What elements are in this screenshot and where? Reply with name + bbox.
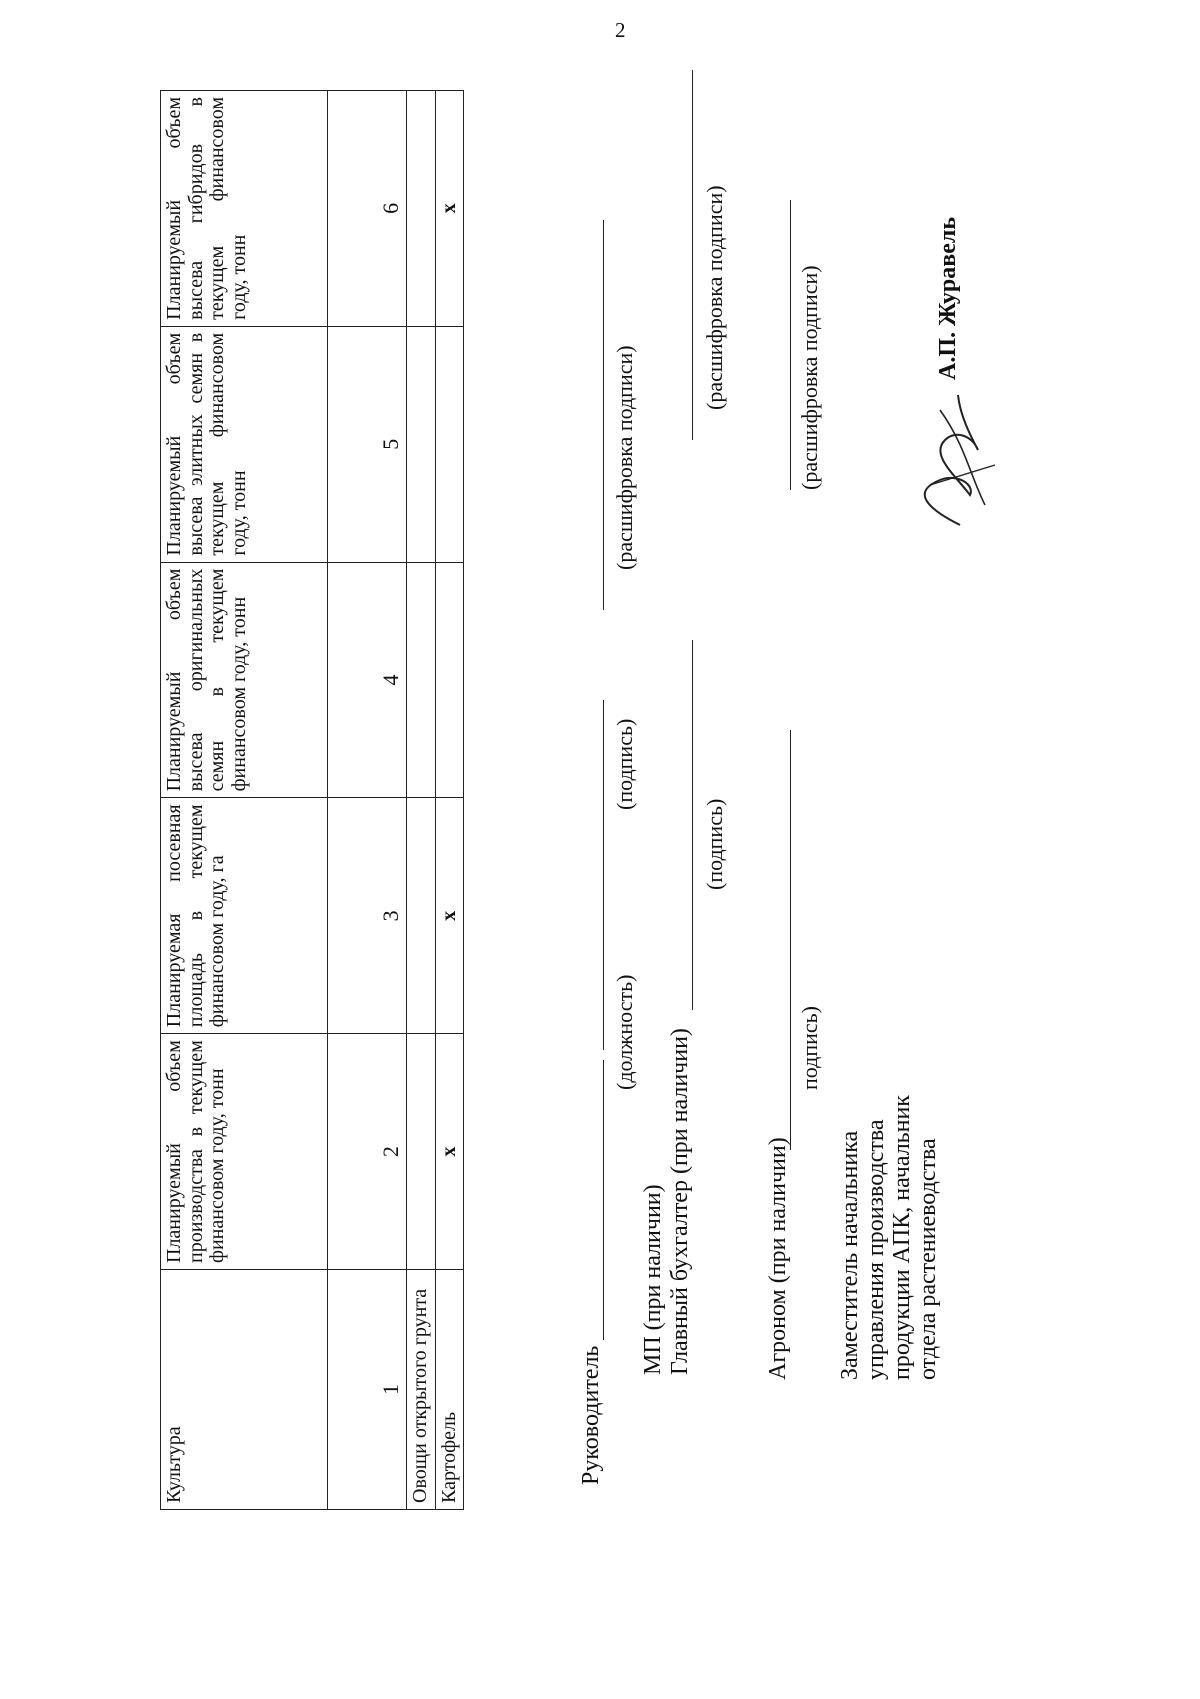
row-label: Картофель [435,1270,464,1510]
header-cell-crop: Культура [161,1270,328,1510]
position-caption: (должность) [612,974,637,1090]
column-number: 1 [328,1270,407,1510]
decoding-caption-1: (расшифровка подписи) [612,345,637,570]
table-cell [407,326,436,562]
column-number: 5 [328,326,407,562]
table-cell [435,326,464,562]
decoding-line-3 [790,200,791,490]
table-cell: х [435,1034,464,1270]
handwritten-signature [900,385,1010,535]
signature-caption-1: (подпись) [612,718,637,810]
decoding-line-2 [692,70,693,440]
table-cell [435,562,464,798]
head-label: Руководитель [578,1345,604,1485]
table-row [407,91,436,1510]
header-cell-area: Планируемая посевная площадь в текущем финансовом году, га [161,798,328,1034]
stamp-label: МП (при наличии) [640,1184,666,1375]
column-number: 2 [328,1034,407,1270]
rotated-sheet [0,50,1120,1610]
table-cell: х [435,91,464,327]
header-cell-elite-seeds: Планируемый объем высева элитных семян в текущем финансовом году, тонн [161,326,328,562]
official-position [838,1095,942,1380]
column-number: 6 [328,91,407,327]
signature-line-1 [603,700,604,1050]
page-number: 2 [615,18,626,42]
table-cell [407,1034,436,1270]
column-number: 4 [328,562,407,798]
signature-line-3 [790,730,791,1150]
signature-line-2 [692,640,693,1010]
header-cell-hybrids: Планируемый объем высева гибридов в текущем финансовом году, тонн [161,91,328,327]
table-cell: х [435,798,464,1034]
official-position-line: управления производства [862,1119,889,1380]
agronomist-label: Агроном (при наличии) [765,1137,791,1380]
official-position-line: отдела растениеводства [914,1138,941,1380]
row-label: Овощи открытого грунта [407,1270,436,1510]
header-cell-production: Планируемый объем производства в текущем финансовом году, тонн [161,1034,328,1270]
position-line [603,1060,604,1340]
decoding-caption-3: (расшифровка подписи) [797,265,822,490]
seed-plan-table [160,90,464,1510]
table-header-row [161,91,328,1510]
table-cell [407,562,436,798]
decoding-line-1 [603,220,604,610]
table-number-row [328,91,407,1510]
header-cell-original-seeds: Планируемый объем высева оригинальных семян в текущем финансовом году, тонн [161,562,328,798]
official-position-line: продукции АПК, начальник [888,1095,915,1380]
column-number: 3 [328,798,407,1034]
signature-caption-2: (подпись) [702,798,727,890]
signature-caption-3: подпись) [797,1005,822,1090]
table-row [435,91,464,1510]
accountant-label: Главный бухгалтер (при наличии) [667,1028,693,1375]
official-name: А.П. Журавель [935,216,961,380]
official-position-line: Заместитель начальника [837,1130,863,1380]
table-cell [407,798,436,1034]
decoding-caption-2: (расшифровка подписи) [702,185,727,410]
table-cell [407,91,436,327]
